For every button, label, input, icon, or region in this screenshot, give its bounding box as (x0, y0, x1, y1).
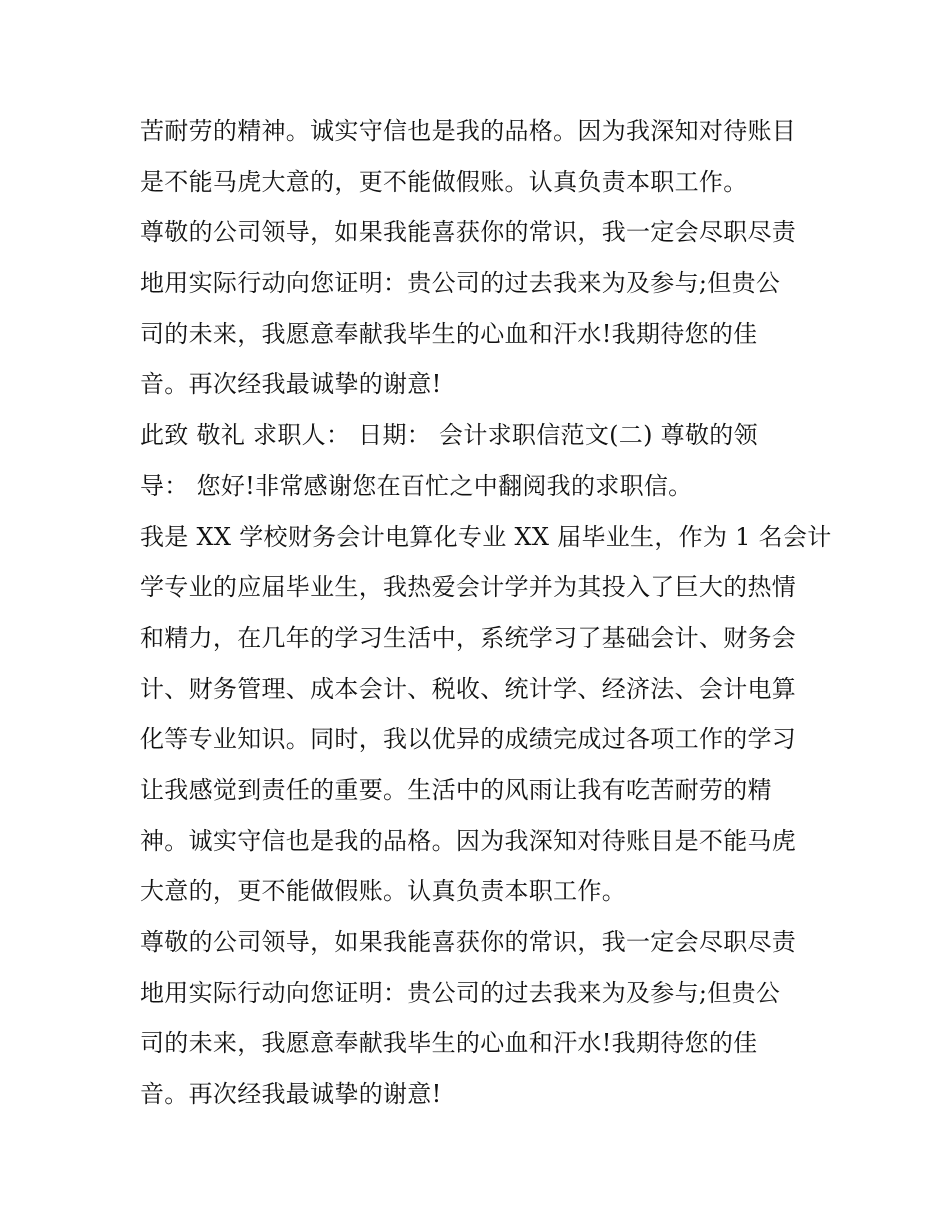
text-line: 我是 XX 学校财务会计电算化专业 XX 届毕业生，作为 1 名会计 (140, 522, 832, 551)
text-line: 让我感觉到责任的重要。生活中的风雨让我有吃苦耐劳的精 (140, 775, 772, 804)
text-line: 和精力，在几年的学习生活中，系统学习了基础会计、财务会 (140, 623, 797, 652)
text-line: 音。再次经我最诚挚的谢意! (140, 1080, 442, 1109)
text-line: 神。诚实守信也是我的品格。因为我深知对待账目是不能马虎 (140, 826, 797, 855)
text-line: 此致 敬礼 求职人： 日期： 会计求职信范文(二) 尊敬的领 (140, 421, 758, 450)
text-line: 苦耐劳的精神。诚实守信也是我的品格。因为我深知对待账目 (140, 117, 797, 145)
text-line: 计、财务管理、成本会计、税收、统计学、经济法、会计电算 (140, 674, 797, 703)
text-line: 音。再次经我最诚挚的谢意! (140, 370, 442, 399)
text-line: 学专业的应届毕业生，我热爱会计学并为其投入了巨大的热情 (140, 573, 797, 602)
text-line: 化等专业知识。同时，我以优异的成绩完成过各项工作的学习 (140, 725, 797, 754)
text-line: 地用实际行动向您证明：贵公司的过去我来为及参与;但贵公 (140, 269, 781, 298)
text-line: 地用实际行动向您证明：贵公司的过去我来为及参与;但贵公 (140, 978, 781, 1007)
text-line: 司的未来，我愿意奉献我毕生的心血和汗水!我期待您的佳 (140, 319, 758, 348)
text-line: 大意的，更不能做假账。认真负责本职工作。 (140, 877, 626, 906)
text-line: 尊敬的公司领导，如果我能喜获你的常识，我一定会尽职尽责 (140, 218, 797, 247)
text-line: 尊敬的公司领导，如果我能喜获你的常识，我一定会尽职尽责 (140, 928, 797, 956)
letter-body (140, 106, 832, 1120)
text-line: 是不能马虎大意的，更不能做假账。认真负责本职工作。 (140, 167, 748, 196)
text-line: 司的未来，我愿意奉献我毕生的心血和汗水!我期待您的佳 (140, 1029, 758, 1058)
text-line: 导： 您好!非常感谢您在百忙之中翻阅我的求职信。 (140, 471, 693, 500)
